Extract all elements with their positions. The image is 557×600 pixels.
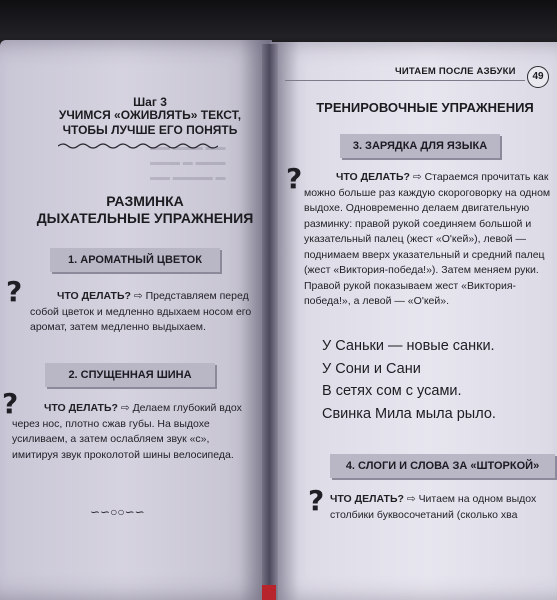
exercise-3-body: Стараемся прочитать как можно больше раз каждую скороговорку на одном выдохе. Одновременно делаем двигательную разминку: правой рукой соединяем большой и указательный палец (жест «О'кей»), левой — поднимаем вверх указательный и средний палец (жест «Виктория-победа!»). Затем меняем руки. Правой рукой показываем жест «Виктория-победа!», а левой — «О'кей».: [304, 171, 551, 307]
exercise-1-title: 1. АРОМАТНЫЙ ЦВЕТОК: [50, 248, 220, 272]
tongue-twister: У Саньки — новые санки.: [322, 338, 495, 354]
exercise-4-body: Читаем на одном выдох столбики буквосочетаний (сколько хва: [330, 493, 537, 521]
exercise-3-text: [304, 170, 552, 310]
book-gutter: [262, 44, 278, 600]
what-to-do-label: ЧТО ДЕЛАТЬ?: [57, 290, 131, 302]
header-rule: [285, 80, 525, 81]
tongue-twisters: [322, 335, 496, 425]
section-title: ТРЕНИРОВОЧНЫЕ УПРАЖНЕНИЯ: [316, 100, 534, 115]
tongue-twister: В сетях сом с усами.: [322, 383, 462, 399]
exercise-2-body: Делаем глубокий вдох через нос, плотно сжав губы. На выдохе усиливаем, а затем ослабляем звук «с», имитируя звук проколотой шины велосипеда.: [12, 402, 242, 461]
what-to-do-label: ЧТО ДЕЛАТЬ?: [330, 493, 404, 505]
exercise-1-body: Представляем перед собой цветок и медленно вдыхаем носом его аромат, затем медленно выдыхаем.: [30, 290, 252, 333]
step-title-line2: ЧТОБЫ ЛУЧШЕ ЕГО ПОНЯТЬ: [62, 123, 238, 137]
question-icon: ?: [286, 162, 303, 195]
step-title: [40, 108, 260, 138]
arrow-icon: ⇨: [120, 402, 130, 414]
question-icon: ?: [308, 484, 325, 517]
question-icon: ?: [6, 275, 23, 308]
exercise-3-title: 3. ЗАРЯДКА ДЛЯ ЯЗЫКА: [340, 134, 500, 158]
exercise-2-title: 2. СПУЩЕННАЯ ШИНА: [45, 363, 215, 387]
question-icon: ?: [2, 387, 19, 420]
tongue-twister: У Сони и Сани: [322, 360, 421, 377]
step-number: Шаг 3: [133, 95, 167, 109]
binding-edge: [262, 585, 276, 600]
exercise-2-text: [12, 401, 257, 463]
page-number: 49: [527, 66, 549, 88]
exercise-4-text: [330, 492, 557, 523]
ornament: ∽∽○○∽∽: [90, 505, 145, 519]
what-to-do-label: ЧТО ДЕЛАТЬ?: [336, 171, 410, 183]
exercise-1-text: [30, 289, 255, 336]
warmup-title: [30, 193, 260, 227]
warmup-title-line1: РАЗМИНКА: [106, 193, 184, 209]
step-title-line1: УЧИМСЯ «ОЖИВЛЯТЬ» ТЕКСТ,: [58, 108, 242, 122]
arrow-icon: ⇨: [133, 290, 143, 302]
arrow-icon: ⇨: [406, 493, 416, 505]
what-to-do-label: ЧТО ДЕЛАТЬ?: [44, 402, 118, 414]
exercise-4-title: 4. СЛОГИ И СЛОВА ЗА «ШТОРКОЙ»: [330, 454, 555, 478]
warmup-title-line2: ДЫХАТЕЛЬНЫЕ УПРАЖНЕНИЯ: [36, 210, 254, 226]
running-header: ЧИТАЕМ ПОСЛЕ АЗБУКИ: [395, 66, 516, 77]
show-through-text: ▬▬ ▬▬▬ ▬▬ ▬▬▬ ▬ ▬▬▬ ▬▬ ▬▬▬▬ ▬: [150, 142, 226, 183]
wavy-divider: [58, 142, 218, 150]
tongue-twister: Свинка Мила мыла рыло.: [322, 405, 496, 422]
arrow-icon: ⇨: [412, 171, 422, 183]
